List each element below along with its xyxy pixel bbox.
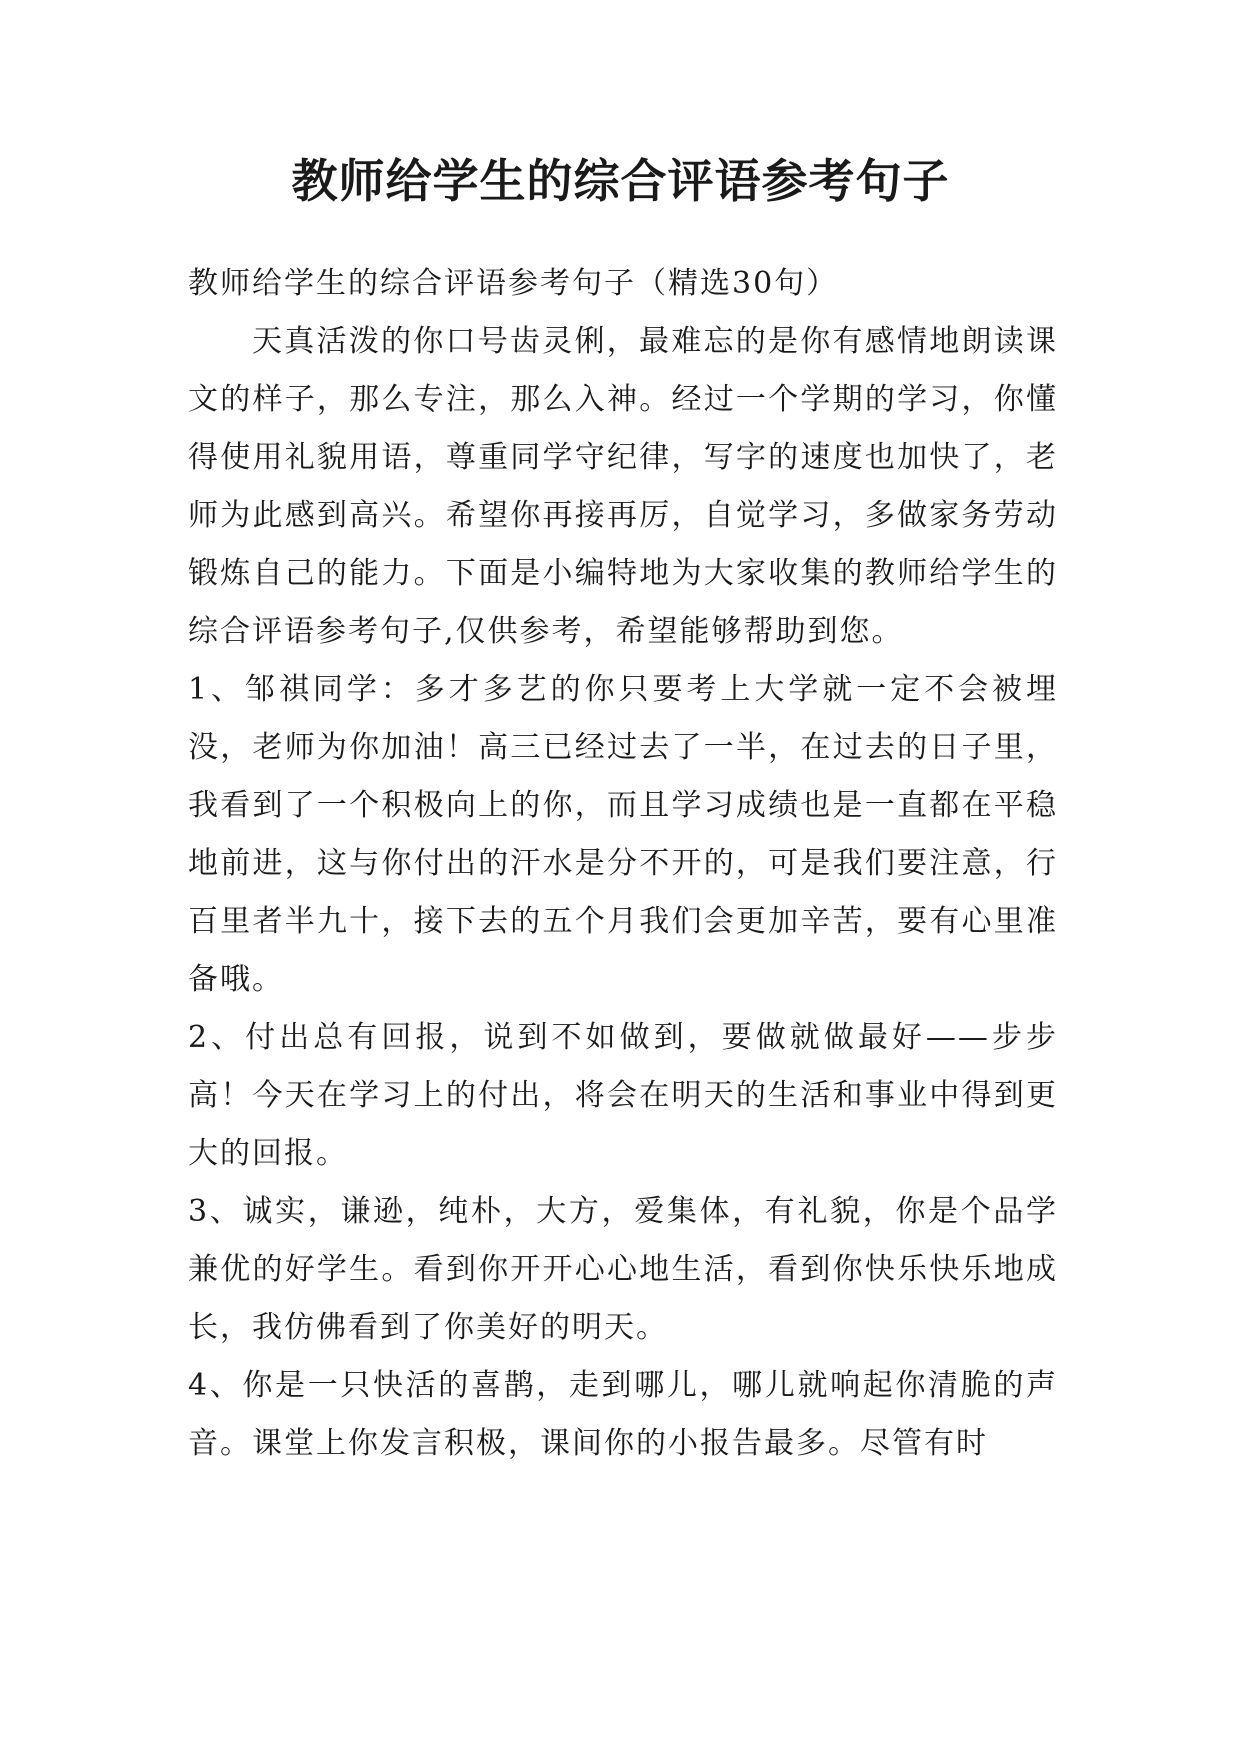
document-subtitle: 教师给学生的综合评语参考句子（精选30句）: [188, 266, 839, 301]
comment-item-1: 1、邹祺同学：多才多艺的你只要考上大学就一定不会被埋没，老师为你加油！高三已经过去了一半，在过去的日子里，我看到了一个积极向上的你，而且学习成绩也是一直都在平稳地前进，这与你付出的汗水是分不开的，可是我们要注意，行百里者半九十，接下去的五个月我们会更加辛苦，要有心里准备哦。: [188, 672, 1058, 997]
intro-paragraph: 天真活泼的你口号齿灵俐，最难忘的是你有感情地朗读课文的样子，那么专注，那么入神。经过一个学期的学习，你懂得使用礼貌用语，尊重同学守纪律，写字的速度也加快了，老师为此感到高兴。希望你再接再厉，自觉学习，多做家务劳动锻炼自己的能力。下面是小编特地为大家收集的教师给学生的综合评语参考句子,仅供参考，希望能够帮助到您。: [188, 324, 1058, 649]
comment-item-4: 4、你是一只快活的喜鹊，走到哪儿，哪儿就响起你清脆的声音。课堂上你发言积极，课间你的小报告最多。尽管有时: [188, 1368, 1058, 1461]
document-body: [188, 255, 1058, 1473]
comment-item-2: 2、付出总有回报，说到不如做到，要做就做最好——步步高！今天在学习上的付出，将会在明天的生活和事业中得到更大的回报。: [188, 1020, 1058, 1171]
comment-item-3: 3、诚实，谦逊，纯朴，大方，爱集体，有礼貌，你是个品学兼优的好学生。看到你开开心心地生活，看到你快乐快乐地成长，我仿佛看到了你美好的明天。: [188, 1194, 1058, 1345]
document-title: 教师给学生的综合评语参考句子: [291, 154, 950, 208]
